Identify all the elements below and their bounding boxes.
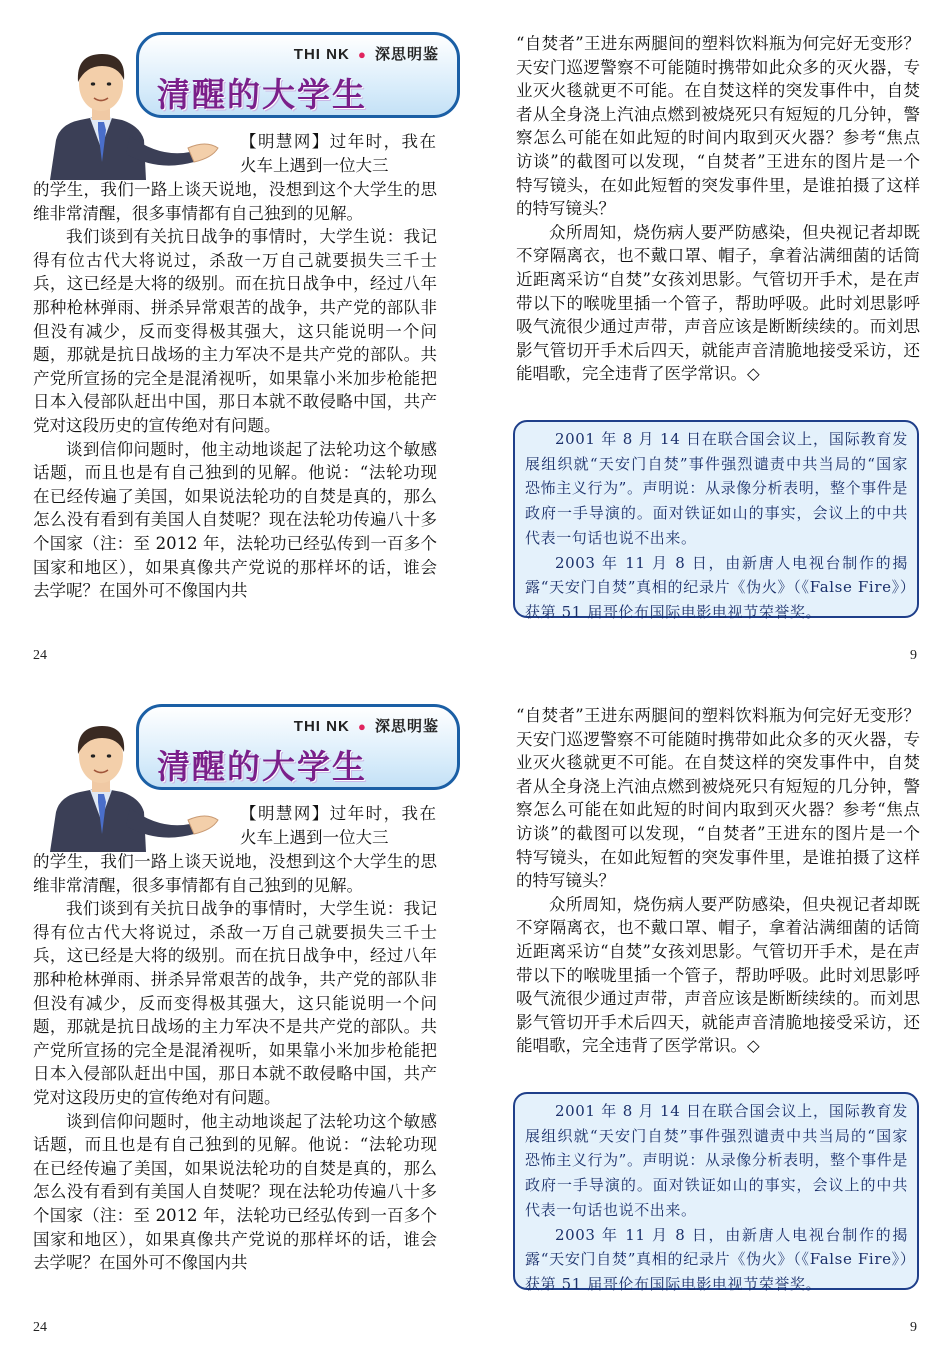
paragraph: “自焚者”王进东两腿间的塑料饮料瓶为何完好无变形？天安门巡逻警察不可能随时携带如此众多的灭火器，专业灭火毯就更不可能。在自焚这样的突发事件中，自焚者从全身浇上汽油点燃到被烧死只有短短的几分钟，警察怎么可能在如此短的时间内取到灭火器？参考“焦点访谈”的截图可以发现，“自焚者”王进东的图片是一个特写镜头，在如此短暂的突发事件里，是谁拍摄了这样的特写镜头？ xyxy=(516,34,920,219)
column-tag-latin: THI NK xyxy=(293,46,350,63)
column-tag-chinese: 深思明鉴 xyxy=(374,718,439,735)
box-paragraph: 2003 年 11 月 8 日，由新唐人电视台制作的揭露“天安门自焚”真相的纪录片《伪火》（《False Fire》）获第 51 届哥伦布国际电影电视节荣誉奖。 xyxy=(525,553,908,621)
paragraph: 谈到信仰问题时，他主动地谈起了法轮功这个敏感话题，而且也是有自己独到的见解。他说：“法轮功现在已经传遍了美国，如果说法轮功的自焚是真的，那么怎么没有看到有美国人自焚呢？现在法轮功传遍八十多个国家（注：至 2012 年，法轮功已经弘传到一百多个国家和地区），如果真像共产党说的那样坏的话，谁会去学呢？在国外可不像国内共 xyxy=(33,1111,437,1273)
page-number: 9 xyxy=(910,1320,917,1335)
paragraph: 的学生，我们一路上谈天说地，没想到这个大学生的思维非常清醒，很多事情都有自己独到的见解。 xyxy=(33,852,437,895)
box-paragraph: 2003 年 11 月 8 日，由新唐人电视台制作的揭露“天安门自焚”真相的纪录片《伪火》（《False Fire》）获第 51 届哥伦布国际电影电视节荣誉奖。 xyxy=(525,1225,908,1293)
box-paragraph: 2001 年 8 月 14 日在联合国会议上，国际教育发展组织就“天安门自焚”事件强烈谴责中共当局的“国家恐怖主义行为”。声明说：从录像分析表明，整个事件是政府一手导演的。面对铁证如山的事实，会议上的中共代表一句话也说不出来。 xyxy=(525,430,908,547)
lead-text: 【明慧网】过年时，我在火车上遇到一位大三 xyxy=(240,132,436,175)
info-box xyxy=(513,1092,919,1293)
lead-text: 【明慧网】过年时，我在火车上遇到一位大三 xyxy=(240,804,436,847)
paragraph: 谈到信仰问题时，他主动地谈起了法轮功这个敏感话题，而且也是有自己独到的见解。他说：“法轮功现在已经传遍了美国，如果说法轮功的自焚是真的，那么怎么没有看到有美国人自焚呢？现在法轮功传遍八十多个国家（注：至 2012 年，法轮功已经弘传到一百多个国家和地区），如果真像共产党说的那样坏的话，谁会去学呢？在国外可不像国内共 xyxy=(33,439,437,601)
page-spread xyxy=(0,0,950,672)
left-column xyxy=(33,850,437,1275)
column-tag-chinese: 深思明鉴 xyxy=(374,46,439,63)
page-number: 24 xyxy=(33,648,47,663)
paragraph: 我们谈到有关抗日战争的事情时，大学生说：我记得有位古代大将说过，杀敌一万自己就要损失三千士兵，这已经是大将的级别。而在抗日战争中，经过八年那种枪林弹雨、拼杀异常艰苦的战争，共产党的部队非但没有减少，反而变得极其强大，这只能说明一个问题，那就是抗日战场的主力军决不是共产党的部队。共产党所宣扬的完全是混淆视听，如果靠小米加步枪能把日本入侵部队赶出中国，那日本就不敢侵略中国，共产党对这段历史的宣传绝对有问题。 xyxy=(33,899,437,1107)
title-bubble xyxy=(136,704,460,790)
paragraph: 众所周知，烧伤病人要严防感染，但央视记者却既不穿隔离衣，也不戴口罩、帽子，拿着沾满细菌的话筒近距离采访“自焚”女孩刘思影。气管切开手术，是在声带以下的喉咙里插一个管子，帮助呼吸。此时刘思影呼吸气流很少通过声带，声音应该是断断续续的。而刘思影气管切开手术后四天，就能声音清脆地接受采访，还能唱歌，完全违背了医学常识。◇ xyxy=(516,222,920,384)
title-bubble xyxy=(136,32,460,118)
left-column xyxy=(33,178,437,603)
paragraph: 我们谈到有关抗日战争的事情时，大学生说：我记得有位古代大将说过，杀敌一万自己就要损失三千士兵，这已经是大将的级别。而在抗日战争中，经过八年那种枪林弹雨、拼杀异常艰苦的战争，共产党的部队非但没有减少，反而变得极其强大，这只能说明一个问题，那就是抗日战场的主力军决不是共产党的部队。共产党所宣扬的完全是混淆视听，如果靠小米加步枪能把日本入侵部队赶出中国，那日本就不敢侵略中国，共产党对这段历史的宣传绝对有问题。 xyxy=(33,227,437,435)
bullet-dot-icon: ● xyxy=(357,47,367,62)
page-number: 9 xyxy=(910,648,917,663)
page-spread xyxy=(0,672,950,1344)
right-column xyxy=(516,704,920,1058)
info-box xyxy=(513,420,919,621)
column-tag-latin: THI NK xyxy=(293,718,350,735)
paragraph: 的学生，我们一路上谈天说地，没想到这个大学生的思维非常清醒，很多事情都有自己独到的见解。 xyxy=(33,180,437,223)
bullet-dot-icon: ● xyxy=(357,719,367,734)
column-tag xyxy=(294,43,439,64)
article-title: 清醒的大学生 xyxy=(157,75,367,114)
paragraph: “自焚者”王进东两腿间的塑料饮料瓶为何完好无变形？天安门巡逻警察不可能随时携带如此众多的灭火器，专业灭火毯就更不可能。在自焚这样的突发事件中，自焚者从全身浇上汽油点燃到被烧死只有短短的几分钟，警察怎么可能在如此短的时间内取到灭火器？参考“焦点访谈”的截图可以发现，“自焚者”王进东的图片是一个特写镜头，在如此短暂的突发事件里，是谁拍摄了这样的特写镜头？ xyxy=(516,706,920,891)
box-paragraph: 2001 年 8 月 14 日在联合国会议上，国际教育发展组织就“天安门自焚”事件强烈谴责中共当局的“国家恐怖主义行为”。声明说：从录像分析表明，整个事件是政府一手导演的。面对铁证如山的事实，会议上的中共代表一句话也说不出来。 xyxy=(525,1102,908,1219)
article-title: 清醒的大学生 xyxy=(157,747,367,786)
right-column xyxy=(516,32,920,386)
paragraph: 众所周知，烧伤病人要严防感染，但央视记者却既不穿隔离衣，也不戴口罩、帽子，拿着沾满细菌的话筒近距离采访“自焚”女孩刘思影。气管切开手术，是在声带以下的喉咙里插一个管子，帮助呼吸。此时刘思影呼吸气流很少通过声带，声音应该是断断续续的。而刘思影气管切开手术后四天，就能声音清脆地接受采访，还能唱歌，完全违背了医学常识。◇ xyxy=(516,894,920,1056)
page-number: 24 xyxy=(33,1320,47,1335)
column-tag xyxy=(294,715,439,736)
